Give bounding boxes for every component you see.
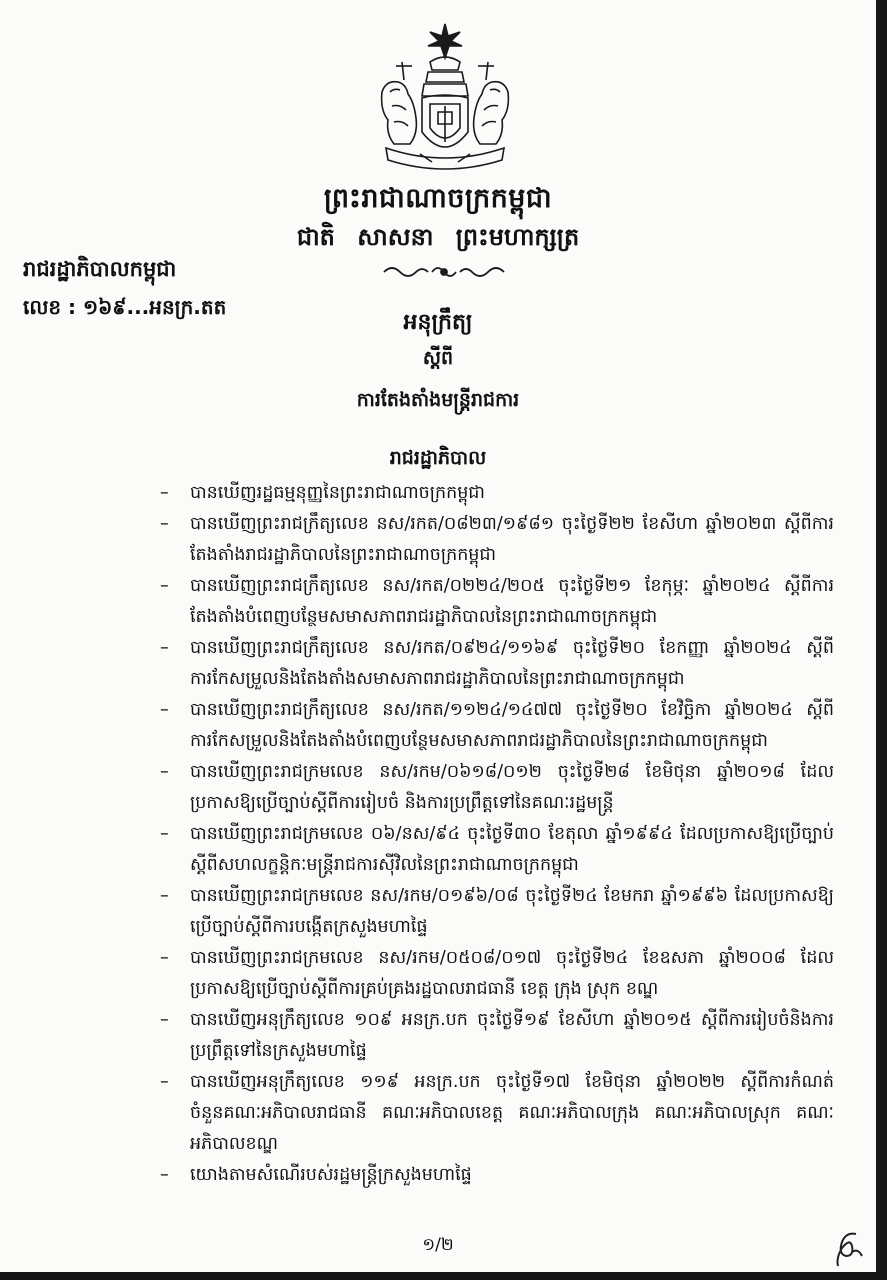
- clause-item: [160, 633, 834, 695]
- preamble-clauses: [160, 478, 834, 1191]
- clause-text: បានឃើញអនុក្រឹត្យលេខ ១១៩ អនក្រ.បក ចុះថ្ងៃទី១៧ ខែមិថុនា ឆ្នាំ២០២២ ស្តីពីការកំណត់ចំនួនគណៈអភិបាលរាជធានី គណៈអភិបាលខេត្ត គណៈអភិបាលក្រុង គណៈអភិបាលស្រុក គណៈអភិបាលខណ្ឌ: [190, 1072, 834, 1154]
- clause-item: [160, 1067, 834, 1160]
- title-about: ស្តីពី: [422, 347, 454, 369]
- clause-text: បានឃើញព្រះរាជក្រឹត្យលេខ នស/រកត/០៩២៤/១១៦៩ ចុះថ្ងៃទី២០ ខែកញ្ញា ឆ្នាំ២០២៤ ស្តីពីការកែសម្រួលនិងតែងតាំងសមាសភាពរាជរដ្ឋាភិបាលនៃព្រះរាជាណាចក្រកម្ពុជា: [190, 638, 834, 689]
- clause-text: បានឃើញព្រះរាជក្រឹត្យលេខ នស/រកត/១១២៤/១៤៧៧ ចុះថ្ងៃទី២០ ខែវិច្ឆិកា ឆ្នាំ២០២៤ ស្តីពីការកែសម្រួលនិងតែងតាំងបំពេញបន្ថែមសមាសភាពរាជរដ្ឋាភិបាលនៃព្រះរាជាណាចក្រកម្ពុជា: [190, 700, 834, 751]
- list-dash: –: [160, 638, 169, 658]
- page-number: ១/២: [422, 1235, 454, 1255]
- document-number: លេខ : ១៦៩...អនក្រ.តត: [23, 295, 227, 319]
- list-dash: –: [160, 514, 169, 534]
- list-dash: –: [160, 824, 169, 844]
- list-dash: –: [160, 1010, 169, 1030]
- clause-item: [160, 571, 834, 633]
- clause-text: បានឃើញព្រះរាជក្រឹត្យលេខ នស/រកត/០៨២៣/១៩៨១ ចុះថ្ងៃទី២២ ខែសីហា ឆ្នាំ២០២៣ ស្តីពីការតែងតាំងរាជរដ្ឋាភិបាលនៃព្រះរាជាណាចក្រកម្ពុជា: [190, 514, 834, 565]
- list-dash: –: [160, 700, 169, 720]
- clause-item: [160, 881, 834, 943]
- clause-item: [160, 695, 834, 757]
- issuing-government: រាជរដ្ឋាភិបាលកម្ពុជា: [23, 257, 177, 281]
- issuer-heading: រាជរដ្ឋាភិបាល: [389, 447, 487, 469]
- clause-item: [160, 478, 834, 509]
- royal-coat-of-arms-icon: [372, 22, 518, 174]
- list-dash: –: [160, 1072, 169, 1092]
- document-type: អនុក្រឹត្យ: [403, 310, 473, 335]
- clause-text: បានឃើញរដ្ឋធម្មនុញ្ញនៃព្រះរាជាណាចក្រកម្ពុជា: [190, 483, 485, 503]
- clause-item: [160, 757, 834, 819]
- clause-text: បានឃើញព្រះរាជក្រមលេខ នស/រកម/០៦១៨/០១២ ចុះថ្ងៃទី២៨ ខែមិថុនា ឆ្នាំ២០១៨ ដែលប្រកាសឱ្យប្រើច្បាប់ស្តីពីការរៀបចំ និងការប្រព្រឹត្តទៅនៃគណៈរដ្ឋមន្ត្រី: [190, 762, 834, 813]
- scan-edge-bottom: [0, 1272, 887, 1280]
- clause-text: បានឃើញព្រះរាជក្រមលេខ ០៦/នស/៩៤ ចុះថ្ងៃទី៣០ ខែតុលា ឆ្នាំ១៩៩៤ ដែលប្រកាសឱ្យប្រើច្បាប់ស្តីពីសហលក្ខន្តិកៈមន្ត្រីរាជការស៊ីវិលនៃព្រះរាជាណាចក្រកម្ពុជា: [190, 824, 834, 875]
- kingdom-name: ព្រះរាជាណាចក្រកម្ពុជា: [323, 183, 553, 214]
- clause-text: បានឃើញអនុក្រឹត្យលេខ ១០៩ អនក្រ.បក ចុះថ្ងៃទី១៩ ខែសីហា ឆ្នាំ២០១៥ ស្តីពីការរៀបចំនិងការប្រព្រឹត្តទៅនៃក្រសួងមហាផ្ទៃ: [190, 1010, 834, 1061]
- clause-item: [160, 943, 834, 1005]
- handwritten-initial-icon: [828, 1228, 868, 1268]
- clause-item: [160, 1005, 834, 1067]
- clause-item: [160, 509, 834, 571]
- flourish-divider-icon: [382, 262, 506, 282]
- clause-item: [160, 1160, 834, 1191]
- national-motto: ជាតិ សាសនា ព្រះមហាក្សត្រ: [296, 223, 580, 251]
- scan-edge-right: [876, 0, 887, 1280]
- list-dash: –: [160, 483, 169, 503]
- clause-text: បានឃើញព្រះរាជក្រមលេខ នស/រកម/០១៩៦/០៨ ចុះថ្ងៃទី២៤ ខែមករា ឆ្នាំ១៩៩៦ ដែលប្រកាសឱ្យប្រើច្បាប់ស្តីពីការបង្កើតក្រសួងមហាផ្ទៃ: [190, 886, 834, 937]
- list-dash: –: [160, 762, 169, 782]
- document-subject: ការតែងតាំងមន្ត្រីរាជការ: [356, 389, 520, 411]
- clause-text: បានឃើញព្រះរាជក្រឹត្យលេខ នស/រកត/០២២៤/២០៥ ចុះថ្ងៃទី២១ ខែកុម្ភៈ ឆ្នាំ២០២៤ ស្តីពីការតែងតាំងបំពេញបន្ថែមសមាសភាពរាជរដ្ឋាភិបាលនៃព្រះរាជាណាចក្រកម្ពុជា: [190, 576, 834, 627]
- list-dash: –: [160, 576, 169, 596]
- clause-item: [160, 819, 834, 881]
- clause-text: យោងតាមសំណើរបស់រដ្ឋមន្ត្រីក្រសួងមហាផ្ទៃ: [190, 1165, 472, 1185]
- list-dash: –: [160, 886, 169, 906]
- clause-text: បានឃើញព្រះរាជក្រមលេខ នស/រកម/០៥០៨/០១៧ ចុះថ្ងៃទី២៤ ខែឧសភា ឆ្នាំ២០០៨ ដែលប្រកាសឱ្យប្រើច្បាប់ស្តីពីការគ្រប់គ្រងរដ្ឋបាលរាជធានី ខេត្ត ក្រុង ស្រុក ខណ្ឌ: [190, 948, 834, 999]
- list-dash: –: [160, 948, 169, 968]
- list-dash: –: [160, 1165, 169, 1185]
